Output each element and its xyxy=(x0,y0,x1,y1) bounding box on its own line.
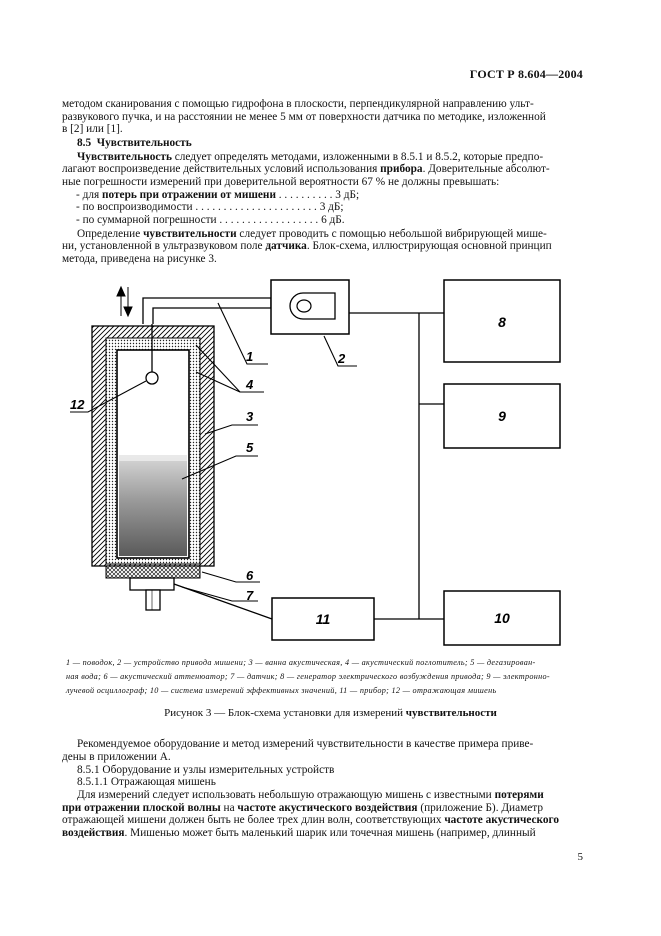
para1-line2 xyxy=(62,163,584,176)
para2-line3: метода, приведена на рисунке 3. xyxy=(62,252,217,265)
callout-3: 3 xyxy=(246,409,254,424)
legend-line-3: лучевой осциллограф; 10 — система измерений эффективных значений, 11 — прибор; 12 — отражающая мишень xyxy=(66,686,497,695)
acoustic-bath xyxy=(92,326,214,566)
subsection-8-5-1: 8.5.1 Оборудование и узлы измерительных устройств xyxy=(77,763,335,776)
callout-2: 2 xyxy=(338,351,346,366)
page-number: 5 xyxy=(577,851,583,863)
figure-caption-term: чувствительности xyxy=(405,707,497,719)
degassed-water xyxy=(119,455,187,556)
para2-line2 xyxy=(62,240,584,253)
label-10: 10 xyxy=(494,610,510,626)
term-losses: потерями xyxy=(494,789,544,801)
limit-2-prefix: - по воспроизводимости xyxy=(76,201,193,213)
term-frequency: частоте акустического воздействия xyxy=(237,801,418,814)
acoustic-attenuator xyxy=(106,566,200,578)
legend-line-2: ная вода; 6 — акустический аттенюатор; 7 — датчик; 8 — генератор электрического возбуждения привода; 9 — электронно- xyxy=(66,672,550,681)
intro-line-1: методом сканирования с помощью гидрофона в плоскости, перпендикулярной направлению ульт- xyxy=(62,98,534,110)
target-para-line-4 xyxy=(62,827,584,840)
figure-caption xyxy=(0,707,661,719)
section-heading xyxy=(77,137,599,150)
para2-text-b: следует проводить с помощью небольшой вибрирующей мише- xyxy=(236,227,547,240)
para1-text-b: лагают воспроизведение действительных условий использования xyxy=(62,163,381,175)
para2-line1 xyxy=(77,228,599,241)
recommend-line-1: Рекомендуемое оборудование и метод измерений чувствительности в качестве примера приве- xyxy=(77,738,534,750)
term-sensitivity-2: чувствительности xyxy=(143,227,237,240)
target-para-text-c: (приложение Б). Диаметр xyxy=(417,801,543,814)
transducer-connector xyxy=(146,590,160,610)
limit-1-dots: . . . . . . . . . . xyxy=(275,188,336,201)
term-device: прибора xyxy=(380,163,423,175)
limit-3 xyxy=(76,214,598,227)
callout-1: 1 xyxy=(246,349,254,364)
transducer xyxy=(130,578,174,590)
term-plane-wave: при отражении плоской волны xyxy=(62,801,221,814)
section-title: Чувствительность xyxy=(96,137,192,149)
callout-4: 4 xyxy=(246,377,254,392)
term-sensitivity: Чувствительность xyxy=(77,150,172,163)
subsection-8-5-1-1: 8.5.1.1 Отражающая мишень xyxy=(77,776,216,788)
target-para-text-b: на xyxy=(220,801,238,814)
limit-3-dots: . . . . . . . . . . . . . . . . . . xyxy=(216,213,322,226)
target-para-text-d: отражающей мишени должен быть не более трех длин волн, соответствующих xyxy=(62,814,445,826)
para1-line1 xyxy=(77,151,584,164)
limit-3-prefix: - по суммарной погрешности xyxy=(76,213,217,226)
callout-12: 12 xyxy=(70,397,85,412)
standard-header: ГОСТ Р 8.604—2004 xyxy=(469,67,583,81)
para2-text-a: Определение xyxy=(77,227,144,240)
intro-line-2: развукового пучка, и на расстоянии не менее 5 мм от поверхности датчика по методике, изложенной xyxy=(62,110,546,123)
limit-1-prefix: - для xyxy=(76,188,102,201)
limit-2 xyxy=(76,201,598,214)
limit-1 xyxy=(76,189,598,202)
target-para-line-2 xyxy=(62,802,584,815)
target-para-line-3 xyxy=(62,814,584,827)
limit-1-value: 3 дБ; xyxy=(335,188,360,201)
limit-2-dots: . . . . . . . . . . . . . . . . . . . . . . xyxy=(192,201,320,213)
limit-1-term: потерь при отражении от мишени xyxy=(102,188,276,201)
legend-line-1: 1 — поводок, 2 — устройство привода мишени; 3 — ванна акустическая, 4 — акустический поглотитель; 5 — дегазирован- xyxy=(66,658,536,667)
callout-5: 5 xyxy=(246,440,254,455)
figure-caption-text: Рисунок 3 — Блок-схема установки для измерений xyxy=(164,707,406,719)
term-frequency-2: частоте акустического xyxy=(444,814,560,826)
label-9: 9 xyxy=(498,408,506,424)
para2-text-c-end: . Блок-схема, иллюстрирующая основной принцип xyxy=(306,240,552,252)
limit-2-value: 3 дБ; xyxy=(319,201,344,213)
target-para-text-e: . Мишенью может быть маленький шарик или точечная мишень (например, длинный xyxy=(124,826,536,839)
para1-text-b-end: . Доверительные абсолют- xyxy=(422,163,550,175)
limit-3-value: 6 дБ. xyxy=(321,213,345,226)
target-para-text-a: Для измерений следует использовать небольшую отражающую мишень с известными xyxy=(77,789,495,801)
callout-7: 7 xyxy=(246,588,254,603)
callout-6: 6 xyxy=(246,568,254,583)
para2-text-c: ни, установленной в ультразвуковом поле xyxy=(62,240,266,252)
label-11: 11 xyxy=(315,611,331,627)
reflecting-target xyxy=(146,372,158,384)
figure-3-diagram xyxy=(0,270,661,650)
para1-text-a: следует определять методами, изложенными в 8.5.1 и 8.5.2, которые предпо- xyxy=(171,150,544,163)
section-number: 8.5 xyxy=(77,137,92,149)
target-para-line-1 xyxy=(77,789,599,802)
recommend-line-2: дены в приложении А. xyxy=(62,751,171,763)
para1-line3: ные погрешности измерений при доверительной вероятности 67 % не должны превышать: xyxy=(62,175,500,188)
intro-line-3: в [2] или [1]. xyxy=(62,123,123,136)
term-exposure: воздействия xyxy=(62,826,125,839)
motion-arrows xyxy=(117,287,132,316)
term-transducer: датчика xyxy=(265,240,307,252)
label-8: 8 xyxy=(498,314,506,330)
